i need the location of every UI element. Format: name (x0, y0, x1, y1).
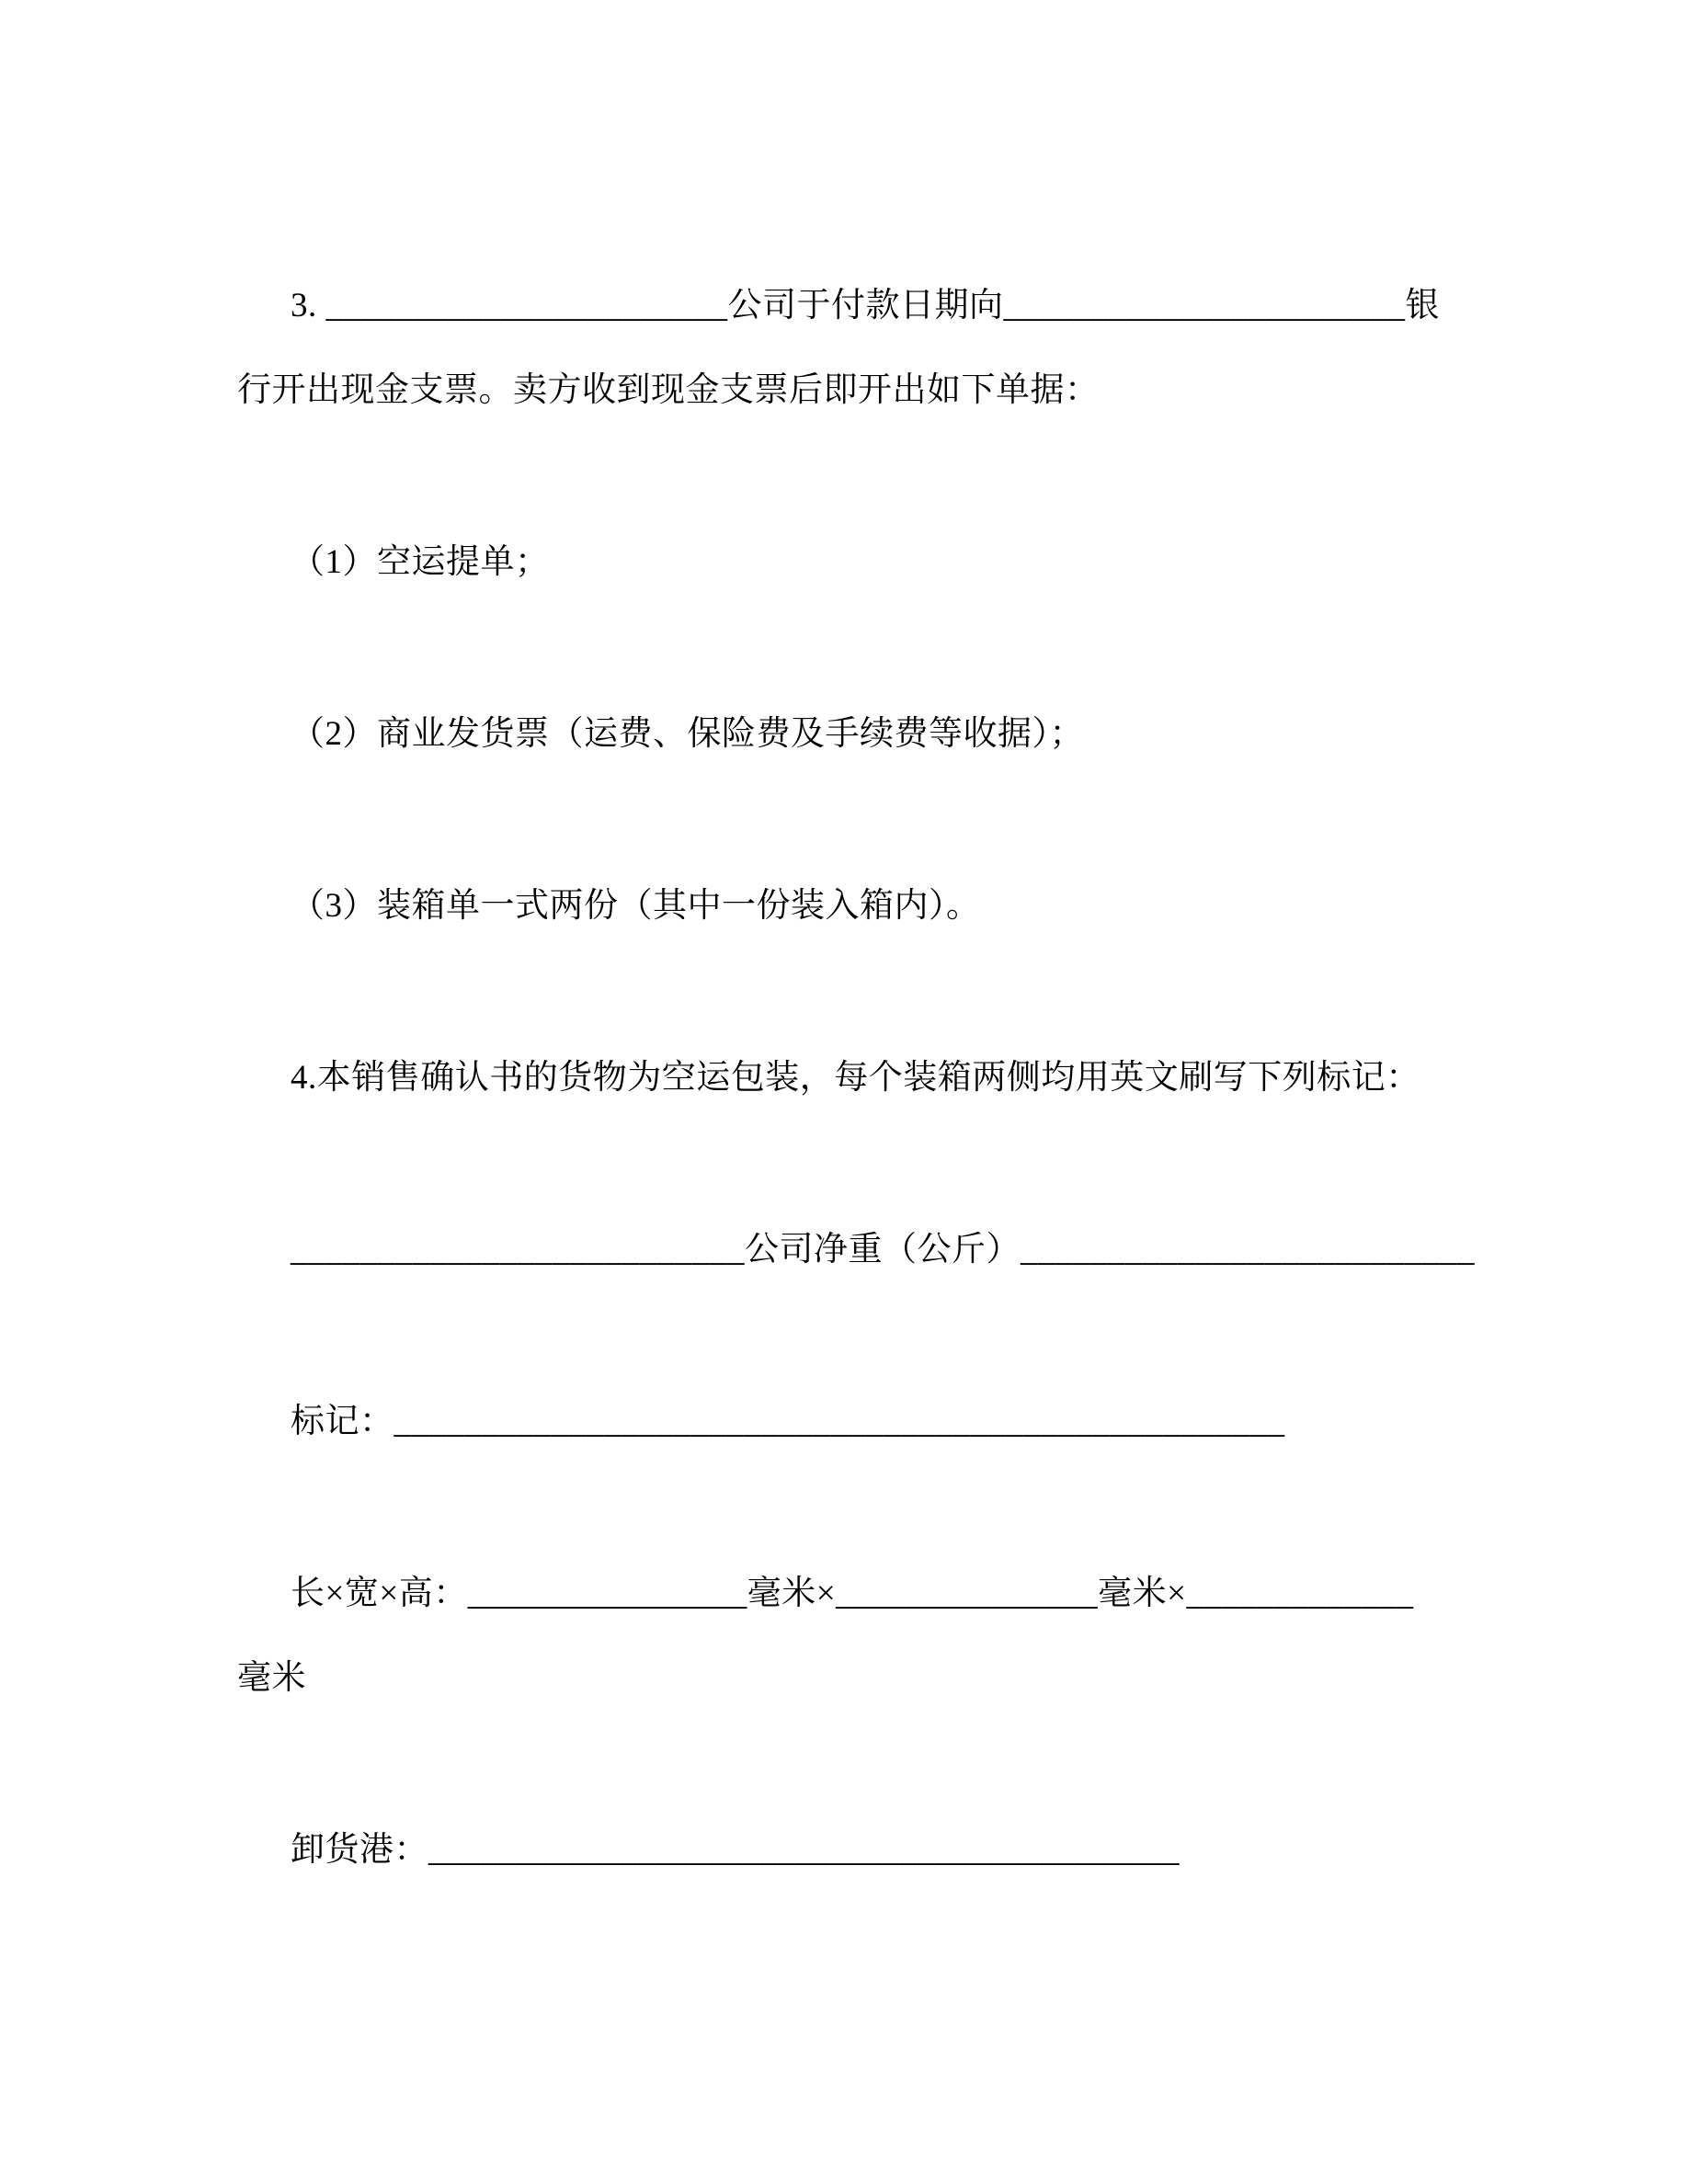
document-body (0, 264, 1688, 1893)
document-item-1: （1）空运提单； (291, 543, 550, 581)
net-weight-blank-line: __________________________公司净重（公斤）__________________________ (291, 1231, 1475, 1268)
mark-blank-line: 标记：___________________________________________________ (291, 1403, 1285, 1440)
discharge-port-blank-line: 卸货港：___________________________________________ (291, 1831, 1180, 1869)
clause-3-line-2: 行开出现金支票。卖方收到现金支票后即开出如下单据： (237, 371, 1100, 409)
dimensions-blank-line-1: 长×宽×高：________________毫米×_______________毫米×_____________ (291, 1575, 1414, 1612)
clause-3-line-1: 3. _______________________公司于付款日期向_______________________银 (291, 287, 1440, 324)
document-item-2: （2）商业发货票（运费、保险费及手续费等收据）； (291, 715, 1084, 753)
dimensions-blank-line-2: 毫米 (237, 1659, 306, 1697)
document-item-3: （3）装箱单一式两份（其中一份装入箱内）。 (291, 887, 981, 925)
clause-4-line: 4.本销售确认书的货物为空运包装，每个装箱两侧均用英文刷写下列标记： (291, 1059, 1420, 1097)
